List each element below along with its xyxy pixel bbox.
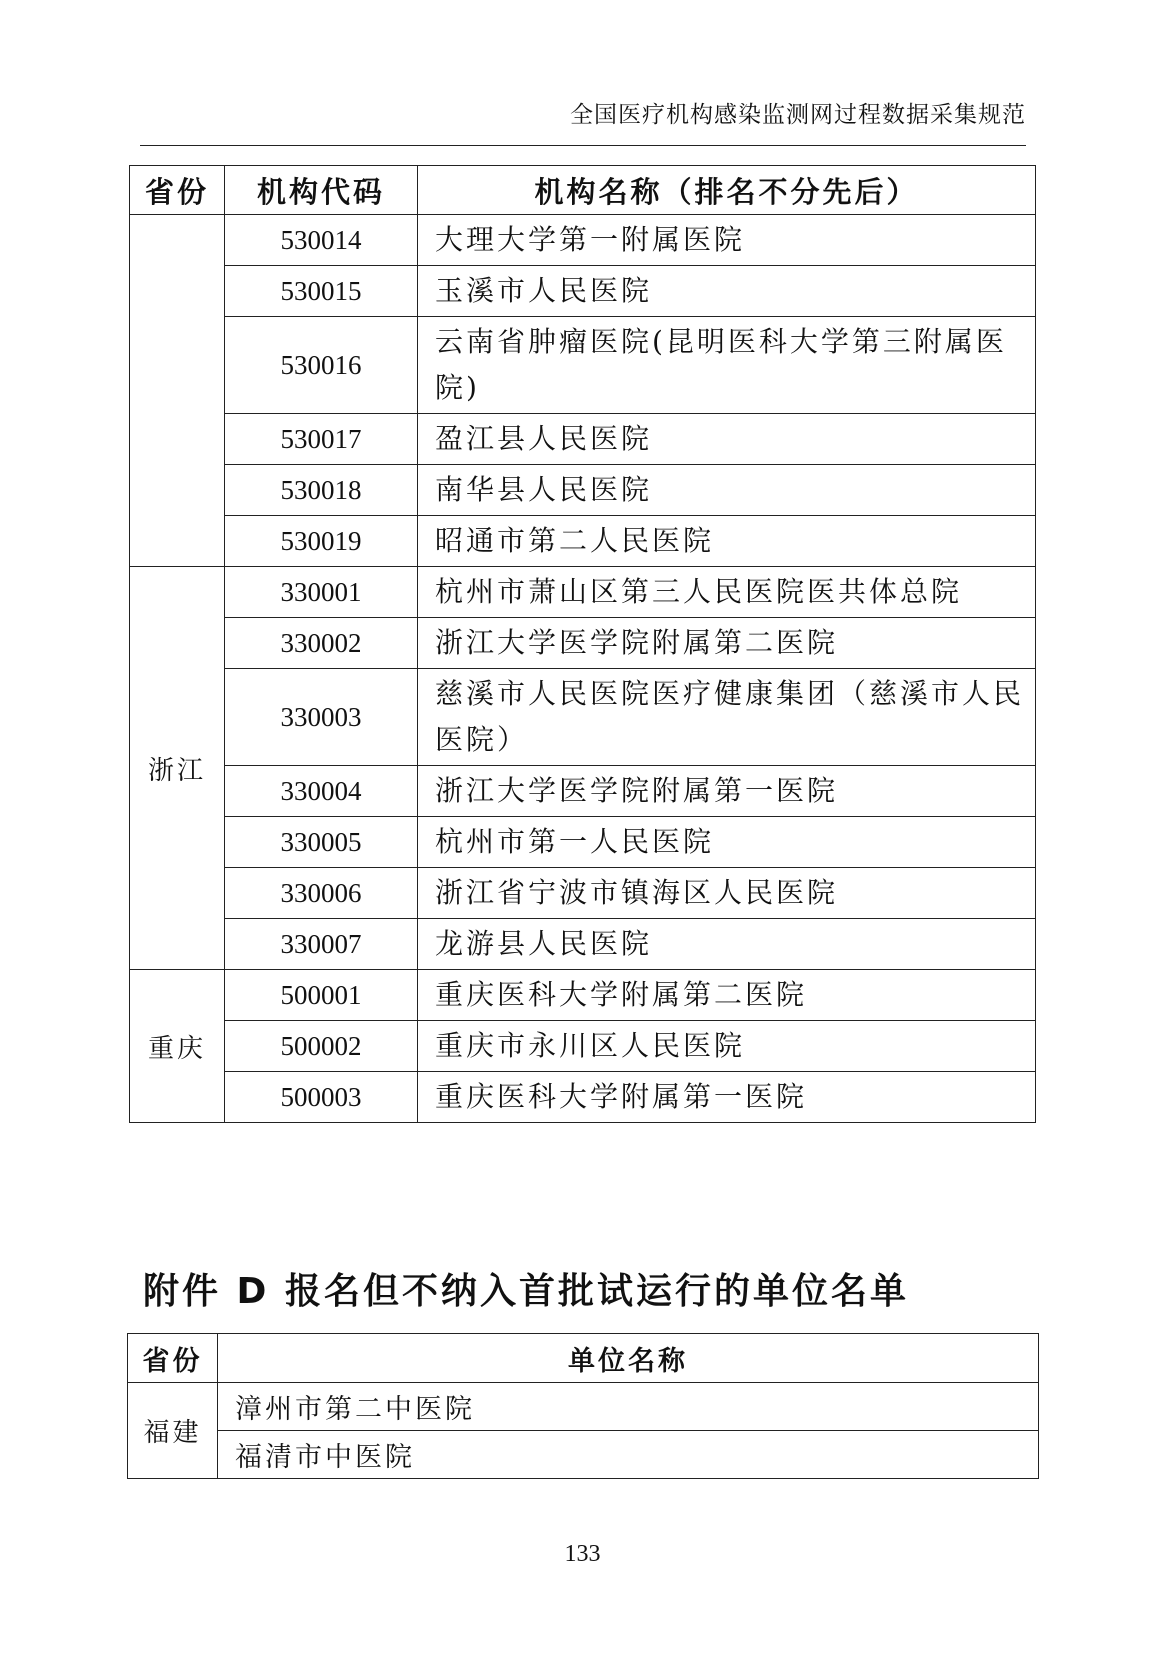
institution-name: 杭州市第一人民医院 — [418, 817, 1036, 868]
institution-name: 浙江大学医学院附属第一医院 — [418, 766, 1036, 817]
page-number: 133 — [564, 1541, 601, 1567]
institution-code: 330001 — [225, 567, 418, 618]
institution-code: 500003 — [225, 1072, 418, 1123]
table-row — [130, 669, 1036, 766]
institution-name: 昭通市第二人民医院 — [418, 516, 1036, 567]
institution-code: 330007 — [225, 919, 418, 970]
running-header: 全国医疗机构感染监测网过程数据采集规范 — [570, 102, 1026, 128]
header-code: 机构代码 — [225, 166, 418, 215]
institution-name: 玉溪市人民医院 — [418, 266, 1036, 317]
institution-name: 杭州市萧山区第三人民医院医共体总院 — [418, 567, 1036, 618]
institution-code: 530015 — [225, 266, 418, 317]
institution-name: 慈溪市人民医院医疗健康集团（慈溪市人民医院） — [418, 669, 1036, 766]
institutions-table — [129, 165, 1036, 1123]
table-row — [130, 1021, 1036, 1072]
table-row — [130, 618, 1036, 669]
appendix-d-table — [127, 1333, 1039, 1479]
institution-code: 530014 — [225, 215, 418, 266]
province-cell: 福建 — [128, 1383, 218, 1479]
institution-code: 530016 — [225, 317, 418, 414]
institution-code: 330005 — [225, 817, 418, 868]
institution-code: 330003 — [225, 669, 418, 766]
institution-code: 330006 — [225, 868, 418, 919]
table-row — [130, 317, 1036, 414]
table-row — [130, 817, 1036, 868]
institution-code: 330004 — [225, 766, 418, 817]
institution-name: 南华县人民医院 — [418, 465, 1036, 516]
table-row — [128, 1383, 1039, 1431]
institution-name: 盈江县人民医院 — [418, 414, 1036, 465]
institution-name: 重庆市永川区人民医院 — [418, 1021, 1036, 1072]
institution-code: 530018 — [225, 465, 418, 516]
table-row — [130, 567, 1036, 618]
table-row — [130, 516, 1036, 567]
table-row — [130, 215, 1036, 266]
institution-code: 530017 — [225, 414, 418, 465]
institution-code: 530019 — [225, 516, 418, 567]
table-row — [130, 970, 1036, 1021]
header-province: 省份 — [128, 1334, 218, 1383]
header-name: 机构名称（排名不分先后） — [418, 166, 1036, 215]
table-row — [130, 766, 1036, 817]
province-cell: 重庆 — [130, 970, 225, 1123]
institution-name: 大理大学第一附属医院 — [418, 215, 1036, 266]
table-row — [130, 919, 1036, 970]
table-row — [130, 465, 1036, 516]
province-cell: 浙江 — [130, 567, 225, 970]
unit-name: 漳州市第二中医院 — [218, 1383, 1039, 1431]
table-header-row — [128, 1334, 1039, 1383]
province-cell — [130, 215, 225, 567]
table-row — [130, 414, 1036, 465]
institution-name: 浙江省宁波市镇海区人民医院 — [418, 868, 1036, 919]
header-rule — [140, 145, 1026, 146]
institution-code: 500001 — [225, 970, 418, 1021]
table-row — [130, 1072, 1036, 1123]
unit-name: 福清市中医院 — [218, 1431, 1039, 1479]
institution-code: 500002 — [225, 1021, 418, 1072]
appendix-d-title: 附件 D 报名但不纳入首批试运行的单位名单 — [143, 1271, 909, 1312]
institution-code: 330002 — [225, 618, 418, 669]
institution-name: 龙游县人民医院 — [418, 919, 1036, 970]
table-row — [130, 868, 1036, 919]
institution-name: 云南省肿瘤医院(昆明医科大学第三附属医院) — [418, 317, 1036, 414]
institution-name: 重庆医科大学附属第一医院 — [418, 1072, 1036, 1123]
header-province: 省份 — [130, 166, 225, 215]
institution-name: 浙江大学医学院附属第二医院 — [418, 618, 1036, 669]
table-header-row — [130, 166, 1036, 215]
table-row — [128, 1431, 1039, 1479]
header-unit-name: 单位名称 — [218, 1334, 1039, 1383]
table-row — [130, 266, 1036, 317]
institution-name: 重庆医科大学附属第二医院 — [418, 970, 1036, 1021]
